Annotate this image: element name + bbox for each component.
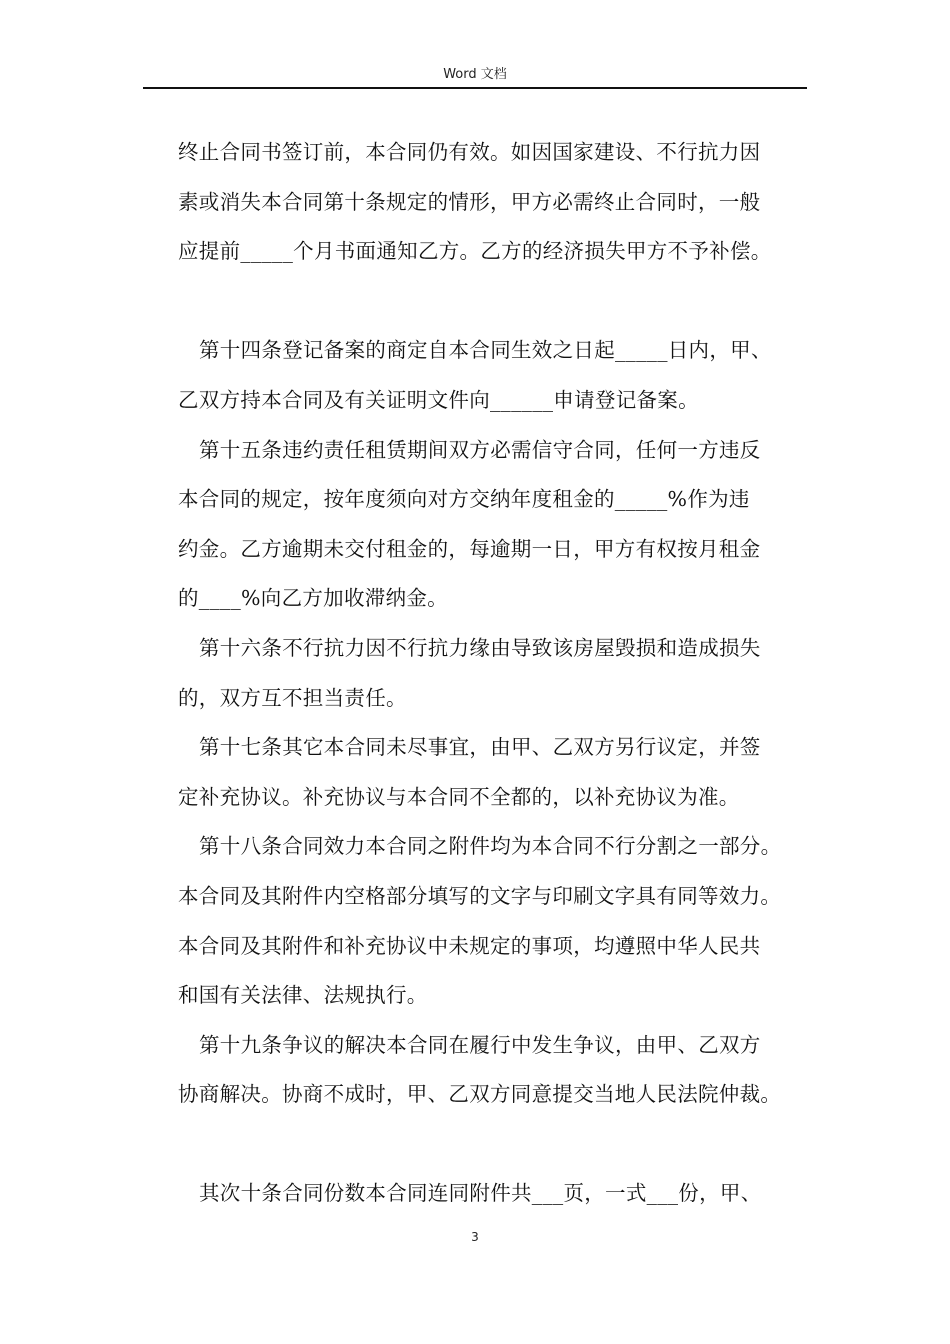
article-15-line: 第十五条违约责任租赁期间双方必需信守合同，任何一方违反 [199, 437, 761, 462]
article-18-line: 第十八条合同效力本合同之附件均为本合同不行分割之一部分。 [199, 834, 782, 859]
text-line: 乙双方持本合同及有关证明文件向______申请登记备案。 [178, 387, 699, 412]
document-body [178, 128, 812, 1219]
paragraph-gap [178, 277, 812, 327]
text-line: 本合同的规定，按年度须向对方交纳年度租金的_____%作为违 [178, 487, 750, 512]
text-line: 本合同及其附件内空格部分填写的文字与印刷文字具有同等效力。 [178, 883, 782, 908]
text-line: 素或消失本合同第十条规定的情形，甲方必需终止合同时，一般 [178, 189, 761, 214]
text-line: 协商解决。协商不成时，甲、乙双方同意提交当地人民法院仲裁。 [178, 1082, 782, 1107]
text-line: 定补充协议。补充协议与本合同不全都的，以补充协议为准。 [178, 784, 740, 809]
article-17-line: 第十七条其它本合同未尽事宜，由甲、乙双方另行议定，并签 [199, 735, 761, 760]
page-number: 3 [471, 1230, 479, 1244]
text-line: 的，双方互不担当责任。 [178, 685, 407, 710]
text-line: 本合同及其附件和补充协议中未规定的事项，均遵照中华人民共 [178, 933, 761, 958]
text-line: 的____%向乙方加收滞纳金。 [178, 586, 448, 611]
article-16-line: 第十六条不行抗力因不行抗力缘由导致该房屋毁损和造成损失 [199, 635, 761, 660]
article-19-line: 第十九条争议的解决本合同在履行中发生争议，由甲、乙双方 [199, 1032, 761, 1057]
paragraph-gap [178, 1120, 812, 1170]
text-line: 应提前_____个月书面通知乙方。乙方的经济损失甲方不予补偿。 [178, 239, 772, 264]
text-line: 约金。乙方逾期未交付租金的，每逾期一日，甲方有权按月租金 [178, 536, 761, 561]
text-line: 终止合同书签订前，本合同仍有效。如因国家建设、不行抗力因 [178, 140, 761, 164]
article-20-line: 其次十条合同份数本合同连同附件共___页，一式___份，甲、 [199, 1181, 762, 1206]
page-header-title: Word 文档 [443, 67, 507, 82]
text-line: 和国有关法律、法规执行。 [178, 983, 428, 1008]
header-divider [143, 87, 807, 89]
article-14-line: 第十四条登记备案的商定自本合同生效之日起_____日内，甲、 [199, 338, 772, 363]
